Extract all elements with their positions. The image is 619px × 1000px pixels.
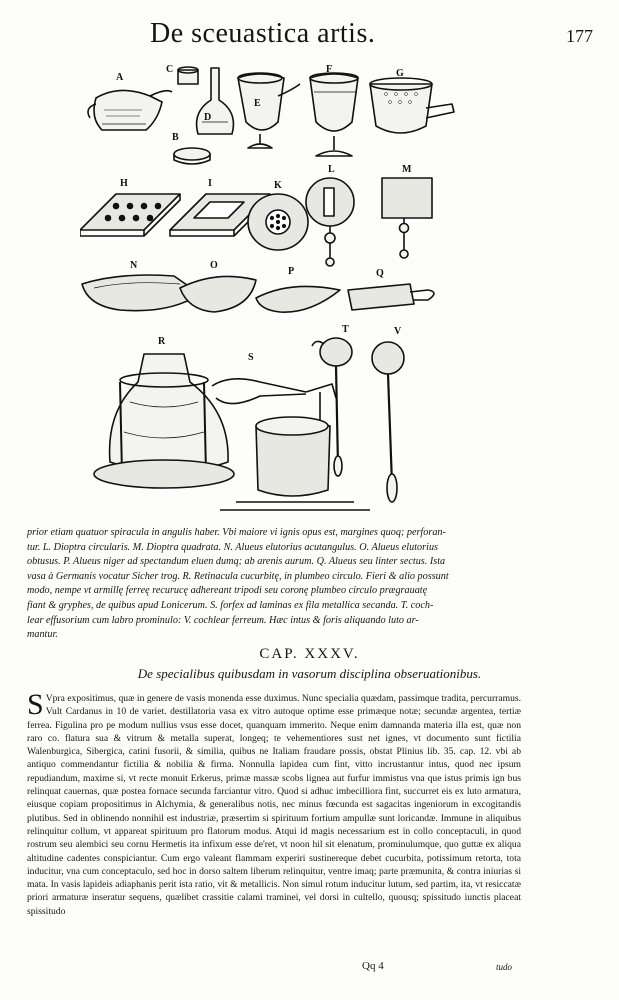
dioptra-l-drawing [306,178,354,266]
fig-label-f: F [326,64,333,75]
fig-label-e: E [254,98,261,109]
running-head: De sceuastica artis. [150,18,376,49]
caption-line: obtusus. P. Alueus niger ad spectandum eluen dumq; ab arenis aurum. Q. Alueus seu linter sectus. Ista [27,556,446,568]
disk-k-drawing [248,194,308,250]
trough-q-drawing [348,284,434,310]
trough-o-drawing [180,276,256,312]
fig-label-k: K [274,180,282,191]
body-paragraph: Vpra expositimus, quæ in genere de vasis monenda esse duximus. Nunc specialia quædam, passimque tradita, percurramus. Vult Cardanus in 10 de variet. destillatoria vasa ex vitro autoque optime esse primæque notæ; secundæ argentea, tertiæ ferrea. Figulina pro pe modum nullius vsus esse docet, quanquam immerito. Neque enim damnanda materia illa est, quæ non raro co. flatura sua & vitrum & metalla superat, longeq; te vehementiores sust net ignes, vt documento sunt fictilia Walenburgica, Sibergica, catini fusorii, & similia, quibus ne Italiam fraudare possis, obstat Plinius lib. 35. cap. 12. vbi ab antiquo commendantur fictilia & nobilia & firma. Nonnulla lapidea cum fint, vitto incrustantur intus, quod nec ipsum repudiandum, maxime si, vt recte monuit Erkerus, primæ massæ scobs lignea aut furfur immistus vna que istus primis ign bus relinquat cauernas, quæ postea fornace secunda farciantur vitro. Quod si adhuc imbecilliora fint, succurret eis ex luto armatura, eiusque copiam propositimus in Alchymia, & generalibus notis, nec minus fœcunda est sagacitas ingeniorum in excogitandis plutibus. Sed in oblinendo nonnihil est industriæ, præsertim si spirituum fortium ampullæ sunt loricandæ. Immune in aliquibus relinquitur collum, vt appareat spirituum pro flatorum modus. Atqui id magis necessarium est in collo conceptaculi, in quod rostrum seu alembici seu cornu Hermetis ita infixum esse de'ret, vt noon hil sit elenatum, prominulumque, quo guttæ ex aliqua altitudine cadentes conspiciantur. Cum ergo valeant flammam experiri sustinereque debet cucurbita, potissimum retorta, tota inducitur, vna cum conceptaculo, sed hoc in dorso saltem liberum relinquitur, ventre imaq; parte præmunita, & contra iniurias si mata. In vasis lapideis adiaphanis perit ista ratio, vit & metallicis. Non simul rotum inducitur lutum, sed partim, ita, vt resiccatæ priori armaturæ inseratur sequens, quælibet crassitie calami traminei, vel dorsi in cultello, quousq; spissitudo iunctis placeat spissitudo [27,693,521,917]
vessel-f-drawing [310,73,358,156]
caption-line: prior etiam quatuor spiracula in angulis haber. Vbi maiore vi ignis opus est, margines quoq; perforan- [27,527,446,538]
vessel-d-drawing [197,68,234,134]
fig-label-r: R [158,336,166,347]
retinacula-r-drawing [94,354,234,488]
drop-cap: S [27,688,44,721]
fig-label-h: H [120,178,128,189]
figure-caption [27,526,527,643]
caption-line: lear effusorium cum labro prominulo: V. cochlear ferreum. Hæc intus & foris aliquando luto ar- [27,614,419,626]
chapter-heading: CAP. XXXV. [259,646,360,662]
shears-s-drawing [212,379,370,510]
spoon-v-drawing [372,342,404,502]
fig-label-c: C [166,64,174,75]
caption-line: vasa à Germanis vocatur Sicher trog. R. Retinacula cucurbitę, in plumbeo circulo. Fieri & alio possunt [27,570,449,582]
fig-label-n: N [130,260,138,271]
fig-label-v: V [394,326,402,337]
fig-label-i: I [208,178,212,189]
chapter-subtitle: De specialibus quibusdam in vasorum disciplina obseruationibus. [137,666,482,681]
vessel-c-drawing [178,67,198,84]
caption-line: fiant & gryphes, de quibus apud Lonicerum. S. forfex ad laminas ex fila metallica secanda. T. coch- [27,599,434,611]
fig-label-o: O [210,260,218,271]
dioptra-m-drawing [382,178,432,258]
catchword: tudo [496,962,513,972]
vessel-b-drawing [174,148,210,164]
caption-line: modo, nempe vt armillę ferreę recurucę adhereant tripodi seu coronę plumbeo circulo prægrauatę [27,585,428,597]
apparatus-woodcut [80,62,530,530]
fig-label-t: T [342,324,349,335]
plate-h-drawing [80,194,180,236]
vessel-g-drawing [370,78,454,133]
fig-label-g: G [396,68,404,79]
vessel-a-drawing [88,90,172,130]
vessel-e-drawing [238,73,300,148]
trough-p-drawing [256,286,340,312]
fig-label-q: Q [376,268,384,279]
signature-mark: Qq 4 [362,960,384,972]
page-number: 177 [566,26,593,46]
fig-label-m: M [402,164,412,175]
caption-line: mantur. [27,629,58,641]
fig-label-a: A [116,72,124,83]
fig-label-l: L [328,164,335,175]
body-text [27,688,521,918]
fig-label-d: D [204,112,212,123]
fig-label-s: S [248,352,254,363]
caption-line: tur. L. Dioptra circularis. M. Dioptra quadrata. N. Alueus elutorius acutangulus. O. Alueus elutorius [27,541,439,553]
fig-label-b: B [172,132,179,143]
fig-label-p: P [288,266,295,277]
